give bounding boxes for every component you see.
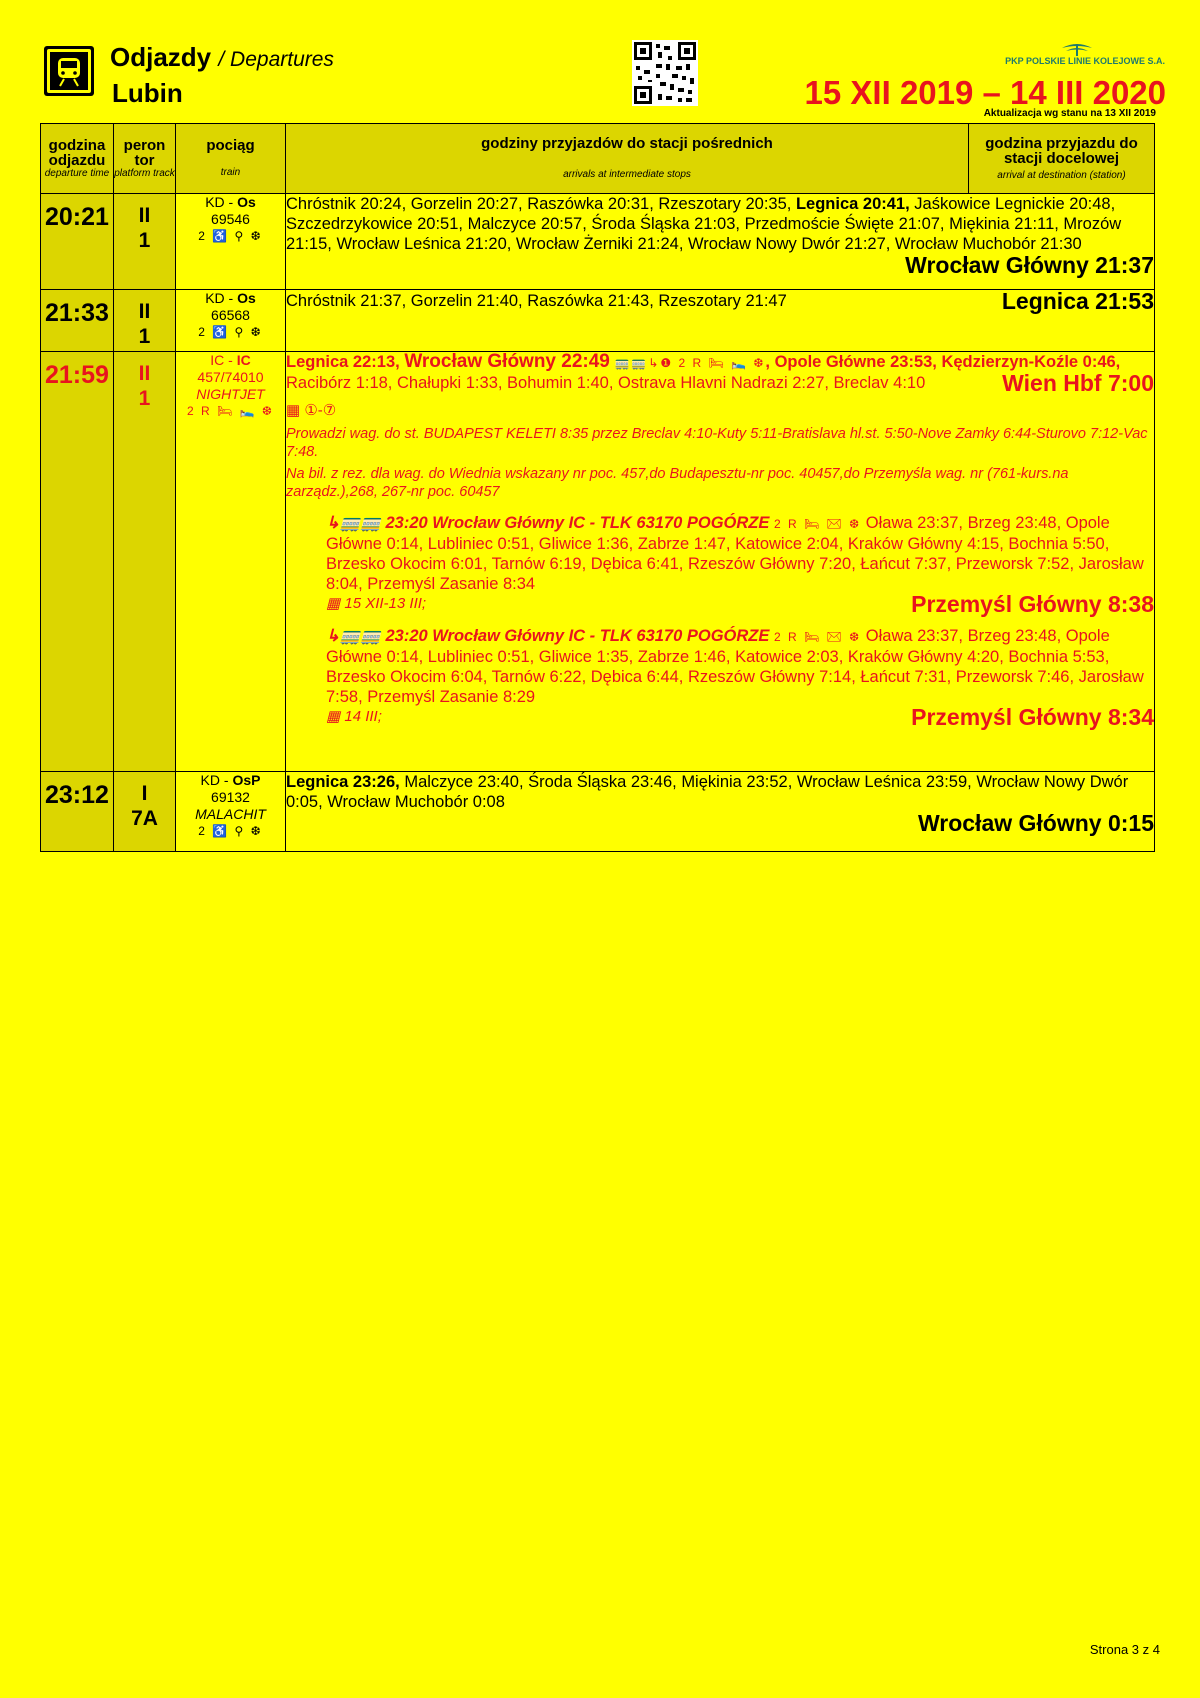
service-icons: 2 ♿ ⚲ ❆ bbox=[198, 325, 263, 339]
departures-table bbox=[40, 123, 1155, 852]
intermediate-stops: Legnica 23:26, Malczyce 23:40, Środa Śląska 23:46, Miękinia 23:52, Wrocław Leśnica 23:59, Wrocław Nowy Dwór 0:05, Wrocław Muchobór 0:08 bbox=[286, 773, 1129, 811]
days-of-operation: ▦ ①-⑦ bbox=[286, 402, 337, 419]
carrier: IC bbox=[210, 352, 225, 368]
table-row bbox=[41, 772, 1155, 852]
header-platform: peron tor platform track bbox=[114, 124, 176, 194]
reservation-note: Na bil. z rez. dla wag. do Wiednia wskazany nr poc. 457,do Budapesztu-nr poc. 40457,do Przemyśla wag. nr (761-kurs.na zarządz.),268, 267-nr poc. 60457 bbox=[286, 466, 1069, 500]
stops-cell bbox=[286, 772, 1155, 852]
platform-cell bbox=[114, 194, 176, 290]
destination: Wien Hbf 7:00 bbox=[1002, 370, 1154, 396]
carrier: KD bbox=[200, 772, 220, 788]
destination: Wrocław Główny 0:15 bbox=[917, 810, 1154, 836]
header-train: pociąg train bbox=[176, 124, 286, 194]
through-service-icons: 2 R 🛏 ✉ ❆ bbox=[773, 630, 862, 644]
update-note: Aktualizacja wg stanu na 13 XII 2019 bbox=[983, 108, 1156, 119]
departure-time: 21:59 bbox=[45, 361, 109, 389]
station-name: Lubin bbox=[112, 78, 183, 108]
through-coach-icons: 🚃🚃↳❶ 2 R 🛏 🛌 ❆ bbox=[614, 356, 766, 370]
carrier: KD bbox=[205, 290, 225, 306]
stops-cell bbox=[286, 194, 1155, 290]
train-category: IC bbox=[236, 352, 251, 368]
page-number: Strona 3 z 4 bbox=[1089, 1642, 1160, 1657]
table-header-row bbox=[41, 124, 1155, 194]
departure-time: 21:33 bbox=[45, 299, 109, 327]
platform-number: II bbox=[138, 300, 151, 323]
intermediate-stops: Legnica 22:13, Wrocław Główny 22:49 🚃🚃↳❶ 2 R 🛏 🛌 ❆, Opole Główne 23:53, Kędzierzyn-Koźle 0:46, Racibórz 1:18, Chałupki 1:33, Bohumin 1:40, Ostrava Hlavni Nadrazi 2:27, Breclav 4:10 bbox=[286, 351, 1121, 392]
departure-time-cell bbox=[41, 352, 114, 772]
through-stops: Oława 23:37, Brzeg 23:48, Opole Główne 0:14, Lubliniec 0:51, Gliwice 1:35, Zabrze 1:46, Katowice 2:03, Kraków Główny 4:20, Bochnia 5:53, Brzesko Okocim 6:04, Tarnów 6:22, Dębica 6:44, Rzeszów Główny 7:14, Łańcut 7:31, Przeworsk 7:46, Jarosław 7:58, Przemyśl Zasanie 8:29 bbox=[326, 627, 1144, 706]
destination: Wrocław Główny 21:37 bbox=[905, 252, 1154, 278]
track-number: 1 bbox=[138, 387, 151, 410]
track-number: 7A bbox=[131, 807, 158, 830]
service-note: Prowadzi wag. do st. BUDAPEST KELETI 8:35 przez Breclav 4:10-Kuty 5:11-Bratislava hl.st. 5:50-Nove Zamky 6:44-Sturovo 7:12-Vac 7:48. bbox=[286, 426, 1148, 460]
departure-time-cell bbox=[41, 194, 114, 290]
train-number: 457/74010 bbox=[197, 369, 264, 385]
departure-time: 23:12 bbox=[45, 781, 109, 809]
track-number: 1 bbox=[138, 325, 151, 348]
platform-number: I bbox=[141, 782, 148, 805]
train-cell: KD - OsP 69132 MALACHIT 2 ♿ ⚲ ❆ bbox=[176, 772, 286, 852]
calendar-icon: ▦ bbox=[326, 595, 341, 612]
train-cell: IC - IC 457/74010 NIGHTJET 2 R 🛏 🛌 ❆ bbox=[176, 352, 286, 772]
service-icons: 2 R 🛏 🛌 ❆ bbox=[187, 404, 274, 418]
train-category: Os bbox=[237, 194, 256, 210]
validity-period: 15 XII 2019 – 14 III 2020 bbox=[804, 74, 1166, 111]
stops-cell bbox=[286, 290, 1155, 352]
platform-cell bbox=[114, 772, 176, 852]
qr-code bbox=[632, 40, 698, 106]
operator-name: PKP POLSKIE LINIE KOLEJOWE S.A. bbox=[1005, 56, 1165, 66]
calendar-icon: ▦ bbox=[326, 708, 341, 725]
header-destination: godzina przyjazdu do stacji docelowej arrival at destination (station) bbox=[969, 124, 1155, 194]
train-category: OsP bbox=[232, 772, 261, 788]
train-number: 66568 bbox=[211, 307, 250, 323]
train-category: Os bbox=[237, 290, 256, 306]
stops-cell bbox=[286, 352, 1155, 772]
platform-cell bbox=[114, 352, 176, 772]
platform-number: II bbox=[138, 362, 151, 385]
intermediate-stops: Chróstnik 20:24, Gorzelin 20:27, Raszówka 20:31, Rzeszotary 20:35, Legnica 20:41, Jaśkowice Legnickie 20:48, Szczedrzykowice 20:51, Malczyce 20:57, Środa Śląska 21:03, Przedmoście Święte 21:07, Miękinia 21:11, Mrozów 21:15, Wrocław Leśnica 21:20, Wrocław Żerniki 21:24, Wrocław Nowy Dwór 21:27, Wrocław Muchobór 21:30 bbox=[286, 195, 1122, 253]
platform-cell bbox=[114, 290, 176, 352]
calendar-icon: ▦ bbox=[286, 402, 301, 419]
table-row bbox=[41, 194, 1155, 290]
table-row bbox=[41, 290, 1155, 352]
service-icons: 2 ♿ ⚲ ❆ bbox=[198, 229, 263, 243]
through-service-icons: 2 R 🛏 ✉ ❆ bbox=[773, 517, 862, 531]
platform-number: II bbox=[138, 204, 151, 227]
departure-time: 20:21 bbox=[45, 203, 109, 231]
train-icon bbox=[44, 46, 94, 96]
track-number: 1 bbox=[138, 229, 151, 252]
train-cell: KD - Os 69546 2 ♿ ⚲ ❆ bbox=[176, 194, 286, 290]
header-intermediate-stops: godziny przyjazdów do stacji pośrednich arrivals at intermediate stops bbox=[286, 124, 969, 194]
intermediate-stops: Chróstnik 21:37, Gorzelin 21:40, Raszówka 21:43, Rzeszotary 21:47 bbox=[286, 292, 787, 310]
page-title: Odjazdy / Departures bbox=[110, 42, 334, 72]
destination: Legnica 21:53 bbox=[1001, 288, 1154, 314]
train-number: 69546 bbox=[211, 211, 250, 227]
service-icons: 2 ♿ ⚲ ❆ bbox=[198, 824, 263, 838]
train-name: NIGHTJET bbox=[196, 386, 265, 402]
departure-time-cell bbox=[41, 772, 114, 852]
through-coach-entry: ↳🚃🚃 23:20 Wrocław Główny IC - TLK 63170 POGÓRZE 2 R 🛏 ✉ ❆ Oława 23:37, Brzeg 23:48, Opole Główne 0:14, Lubliniec 0:51, Gliwice 1:36, Zabrze 1:47, Katowice 2:04, Kraków Główny 4:15, Bochnia 5:50, Brzesko Okocim 6:01, Tarnów 6:19, Dębica 6:41, Rzeszów Główny 7:20, Łańcut 7:37, Przeworsk 7:52, Jarosław 8:04, Przemyśl Zasanie 8:34 ▦ 15 XII-13 III; Przemyśl Główny 8:38 bbox=[326, 514, 1154, 617]
train-number: 69132 bbox=[211, 789, 250, 805]
train-name: MALACHIT bbox=[195, 806, 266, 822]
through-destination: Przemyśl Główny 8:34 bbox=[911, 704, 1154, 730]
carrier: KD bbox=[205, 194, 225, 210]
through-destination: Przemyśl Główny 8:38 bbox=[911, 591, 1154, 617]
train-cell: KD - Os 66568 2 ♿ ⚲ ❆ bbox=[176, 290, 286, 352]
header-departure-time: godzina odjazdu departure time bbox=[41, 124, 114, 194]
table-row bbox=[41, 352, 1155, 772]
departure-time-cell bbox=[41, 290, 114, 352]
through-coach-entry: ↳🚃🚃 23:20 Wrocław Główny IC - TLK 63170 POGÓRZE 2 R 🛏 ✉ ❆ Oława 23:37, Brzeg 23:48, Opole Główne 0:14, Lubliniec 0:51, Gliwice 1:35, Zabrze 1:46, Katowice 2:03, Kraków Główny 4:20, Bochnia 5:53, Brzesko Okocim 6:04, Tarnów 6:22, Dębica 6:44, Rzeszów Główny 7:14, Łańcut 7:31, Przeworsk 7:46, Jarosław 7:58, Przemyśl Zasanie 8:29 ▦ 14 III; Przemyśl Główny 8:34 bbox=[326, 627, 1154, 730]
through-stops: Oława 23:37, Brzeg 23:48, Opole Główne 0:14, Lubliniec 0:51, Gliwice 1:36, Zabrze 1:47, Katowice 2:04, Kraków Główny 4:15, Bochnia 5:50, Brzesko Okocim 6:01, Tarnów 6:19, Dębica 6:41, Rzeszów Główny 7:20, Łańcut 7:37, Przeworsk 7:52, Jarosław 8:04, Przemyśl Zasanie 8:34 bbox=[326, 514, 1144, 593]
